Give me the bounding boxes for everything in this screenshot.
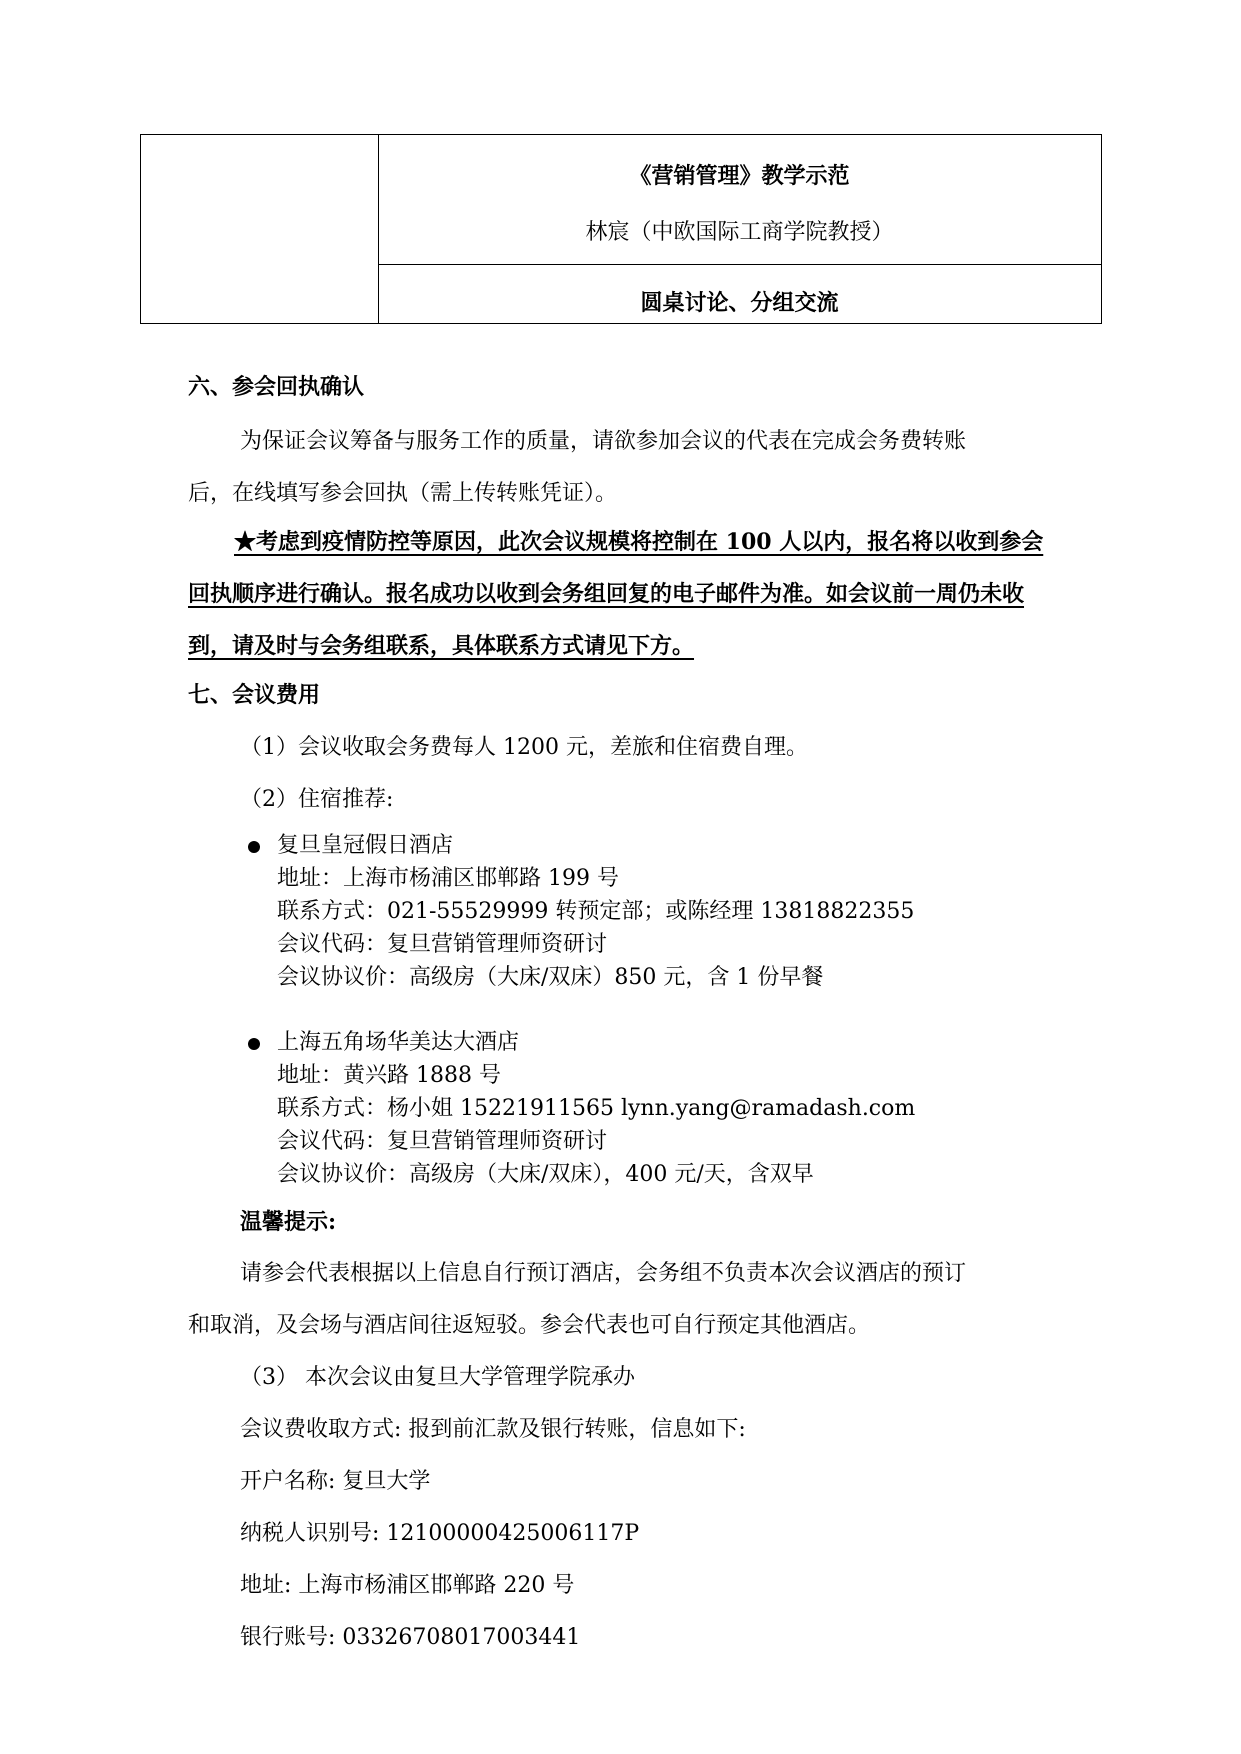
hotel-1-code: 会议代码：复旦营销管理师资研讨 (277, 932, 608, 957)
hotel-2-price: 会议协议价：高级房（大床/双床），400 元/天，含双早 (277, 1162, 814, 1187)
account-name: 开户名称: 复旦大学 (240, 1469, 431, 1494)
course-lecturer: 林宸（中欧国际工商学院教授） (585, 220, 894, 245)
hotel-1-address: 地址：上海市杨浦区邯郸路 199 号 (277, 866, 619, 891)
notice-line1: ★考虑到疫情防控等原因，此次会议规模将控制在 100 人以内，报名将以收到参会 (234, 529, 1044, 555)
hotel-2-code: 会议代码：复旦营销管理师资研讨 (277, 1129, 608, 1154)
hotel-2-contact: 联系方式：杨小姐 15221911565 lynn.yang@ramadash.com (277, 1096, 916, 1121)
billing-address: 地址: 上海市杨浦区邯郸路 220 号 (240, 1573, 575, 1598)
notice-line2: 回执顺序进行确认。报名成功以收到会务组回复的电子邮件为准。如会议前一周仍未收 (188, 581, 1025, 607)
hotel-1-price: 会议协议价：高级房（大床/双床）850 元，含 1 份早餐 (277, 965, 824, 990)
tip-heading: 温馨提示: (240, 1209, 337, 1235)
course-title: 《营销管理》教学示范 (629, 163, 850, 189)
bullet-icon (248, 841, 260, 853)
fee-item-2: （2）住宿推荐: (240, 787, 394, 812)
schedule-table (140, 134, 1102, 324)
payment-method: 会议费收取方式: 报到前汇款及银行转账，信息如下: (240, 1417, 746, 1442)
table-row-divider (378, 264, 1101, 265)
section7-heading: 七、会议费用 (188, 682, 321, 708)
hotel-1-contact: 联系方式：021-55529999 转预定部；或陈经理 13818822355 (277, 899, 915, 924)
fee-item-3: （3） 本次会议由复旦大学管理学院承办 (240, 1365, 635, 1390)
section6-heading: 六、参会回执确认 (188, 374, 365, 400)
tip-line1: 请参会代表根据以上信息自行预订酒店，会务组不负责本次会议酒店的预订 (240, 1261, 967, 1286)
fee-item-1: （1）会议收取会务费每人 1200 元，差旅和住宿费自理。 (240, 735, 808, 760)
bank-account: 银行账号: 03326708017003441 (240, 1625, 581, 1650)
notice-line3: 到，请及时与会务组联系，具体联系方式请见下方。 (188, 633, 695, 659)
section6-paragraph-line2: 后，在线填写参会回执（需上传转账凭证）。 (188, 481, 618, 506)
roundtable-session: 圆桌讨论、分组交流 (640, 290, 839, 316)
tip-line2: 和取消，及会场与酒店间往返短驳。参会代表也可自行预定其他酒店。 (188, 1313, 871, 1338)
hotel-2-name: 上海五角场华美达大酒店 (277, 1030, 520, 1055)
hotel-2-address: 地址：黄兴路 1888 号 (277, 1063, 501, 1088)
hotel-1-name: 复旦皇冠假日酒店 (277, 833, 454, 858)
bullet-icon (248, 1038, 260, 1050)
tax-id: 纳税人识别号: 12100000425006117P (240, 1521, 640, 1546)
section6-paragraph-line1: 为保证会议筹备与服务工作的质量，请欲参加会议的代表在完成会务费转账 (240, 429, 967, 454)
